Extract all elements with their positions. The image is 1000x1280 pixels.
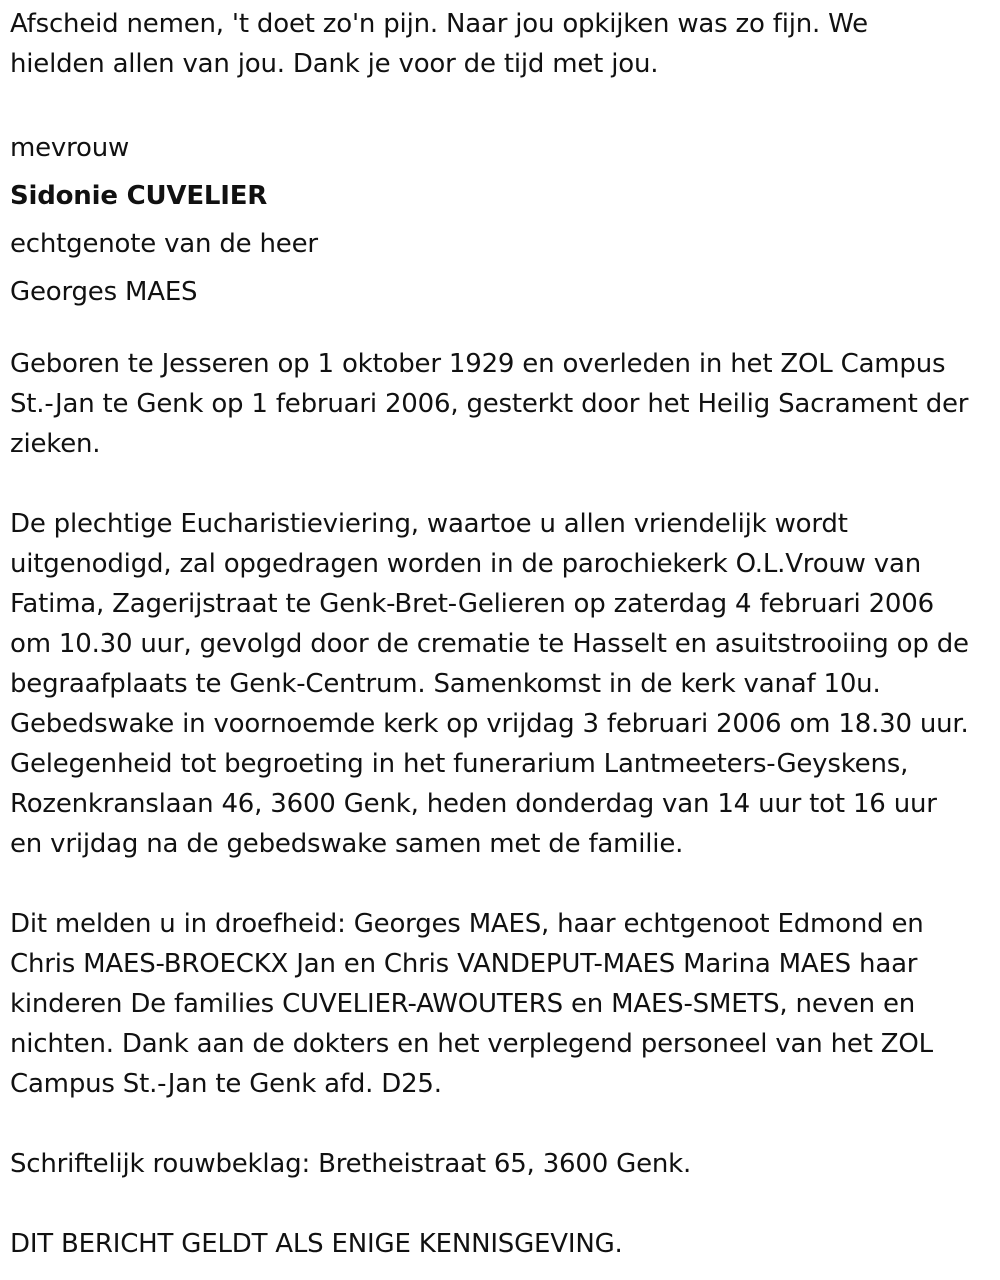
spouse-name: Georges MAES [10,277,198,307]
ceremony-paragraph: De plechtige Eucharistieviering, waartoe u allen vriendelijk wordt uitgenodigd, zal opgedragen worden in de parochiekerk O.L.Vrouw van Fatima, Zagerijstraat te Genk-Bret-Gelieren op zaterdag 4 februari 2006 om 10.30 uur, gevolgd door de crematie te Hasselt en asuitstrooiing op de begraafplaats te Genk-Centrum. Samenkomst in de kerk vanaf 10u. Gebedswake in voornoemde kerk op vrijdag 3 februari 2006 om 18.30 uur. Gelegenheid tot begroeting in het funerarium Lantmeeters-Geyskens, Rozenkranslaan 46, 3600 Genk, heden donderdag van 14 uur tot 16 uur en vrijdag na de gebedswake samen met de familie. [10,509,969,859]
deceased-block [10,124,970,316]
relation-text: echtgenote van de heer [10,229,318,259]
deceased-title: mevrouw [10,133,130,163]
birth-death-paragraph: Geboren te Jesseren op 1 oktober 1929 en overleden in het ZOL Campus St.-Jan te Genk op 1 februari 2006, gesterkt door het Heilig Sacrament der zieken. [10,349,969,459]
condolences-address: Schriftelijk rouwbeklag: Bretheistraat 65, 3600 Genk. [10,1149,692,1179]
deceased-name: Sidonie CUVELIER [10,181,268,211]
intro-verse: Afscheid nemen, 't doet zo'n pijn. Naar jou opkijken was zo fijn. We hielden allen van jou. Dank je voor de tijd met jou. [10,9,868,79]
notice-text: DIT BERICHT GELDT ALS ENIGE KENNISGEVING. [10,1229,623,1259]
announced-by-paragraph: Dit melden u in droefheid: Georges MAES, haar echtgenoot Edmond en Chris MAES-BROECKX Jan en Chris VANDEPUT-MAES Marina MAES haar kinderen De families CUVELIER-AWOUTERS en MAES-SMETS, neven en nichten. Dank aan de dokters en het verplegend personeel van het ZOL Campus St.-Jan te Genk afd. D25. [10,909,933,1099]
